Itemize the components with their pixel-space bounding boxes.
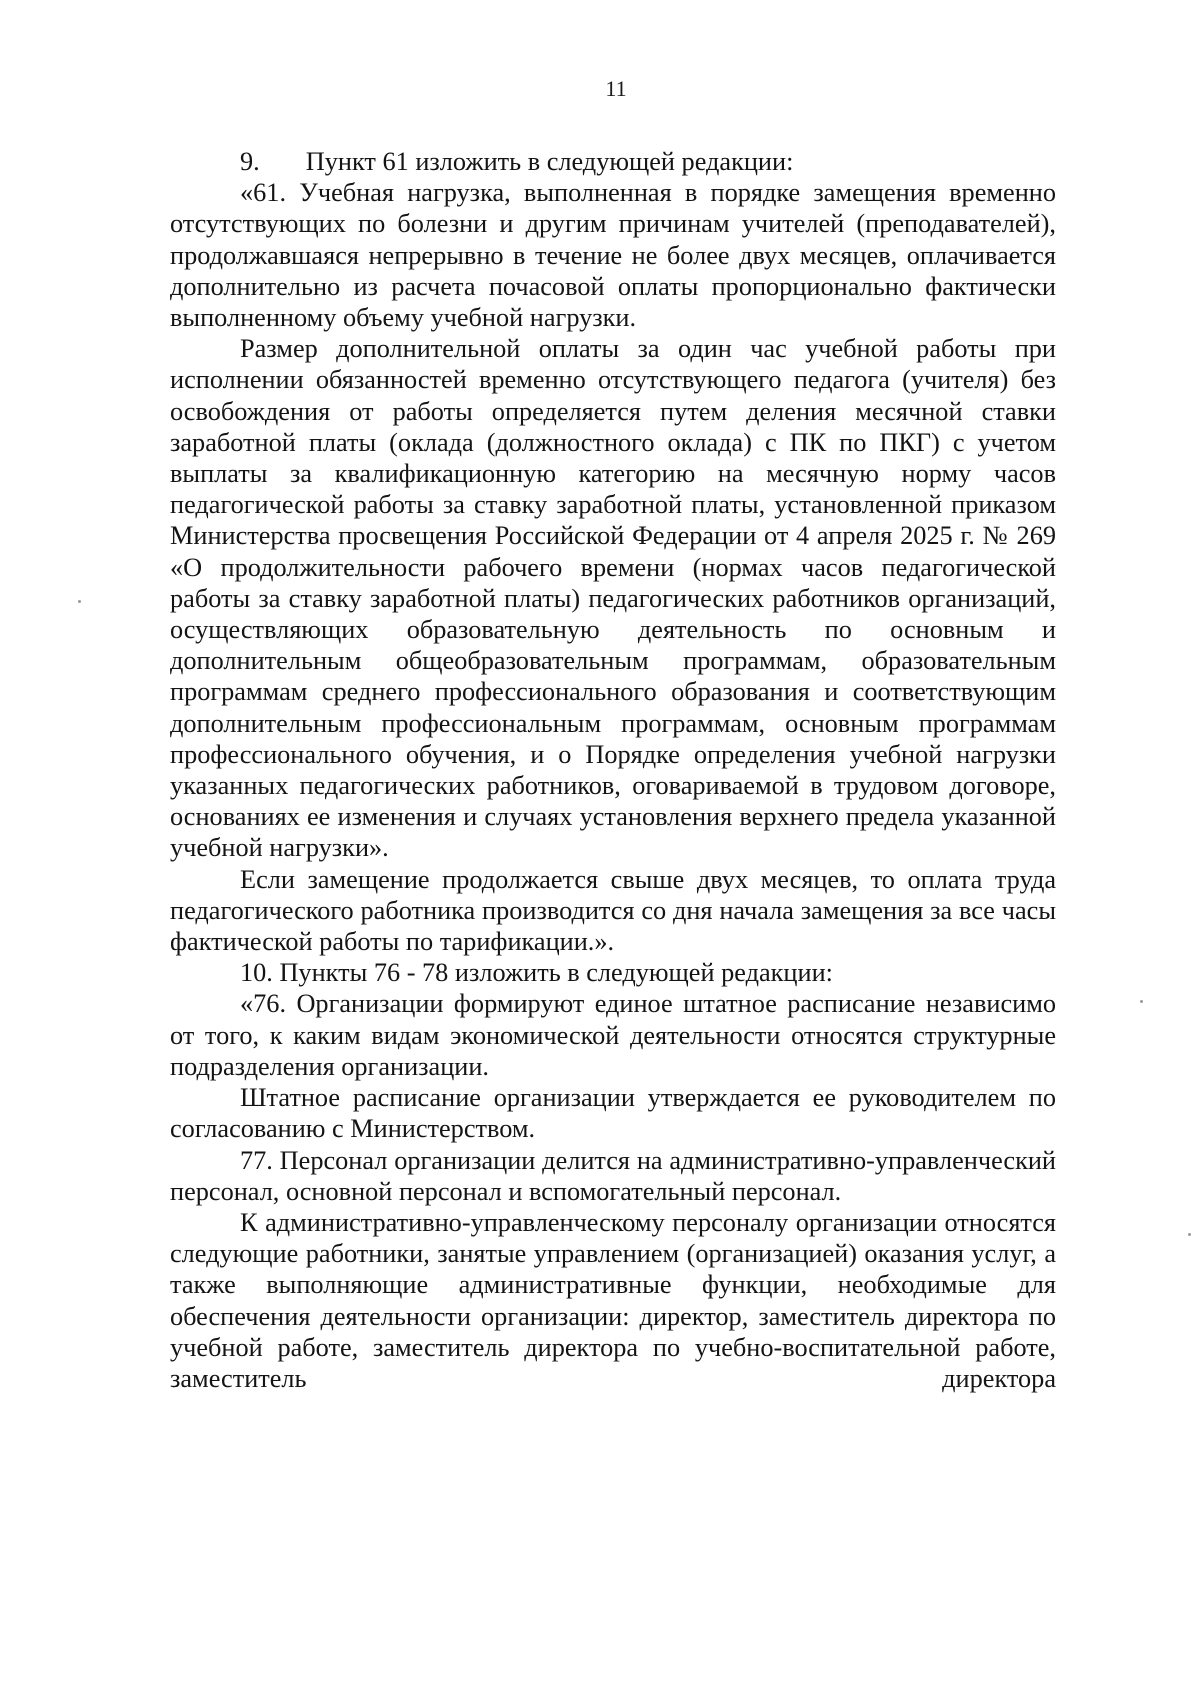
document-body [170,146,1056,1394]
page-number: 11 [605,76,627,101]
scan-speck [78,600,81,603]
paragraph-admin-staff: К административно-управленческому персоналу организации относятся следующие работники, занятые управлением (организацией) оказания услуг, а также выполняющие административные функции, необходимые для обеспечения деятельности организации: директор, заместитель директора по учебной работе, заместитель директора по учебно-воспитательной работе, заместитель директора [170,1207,1056,1393]
paragraph-clause-77: 77. Персонал организации делится на административно-управленческий персонал, основной персонал и вспомогательный персонал. [170,1145,1056,1206]
paragraph-clause-61: «61. Учебная нагрузка, выполненная в порядке замещения временно отсутствующих по болезни и другим причинам учителей (преподавателей), продолжавшаяся непрерывно в течение не более двух месяцев, оплачивается дополнительно из расчета почасовой оплаты пропорционально фактически выполненному объему учебной нагрузки. [170,178,1056,333]
paragraph-staff-schedule: Штатное расписание организации утверждается ее руководителем по согласованию с Министерством. [170,1083,1056,1144]
paragraph-payment-size: Размер дополнительной оплаты за один час учебной работы при исполнении обязанностей временно отсутствующего педагога (учителя) без освобождения от работы определяется путем деления месячной ставки заработной платы (оклада (должностного оклада) с ПК по ПКГ) с учетом выплаты за квалификационную категорию на месячную норму часов педагогической работы за ставку заработной платы, установленной приказом Министерства просвещения Российской Федерации от 4 апреля 2025 г. № 269 «О продолжительности рабочего времени (нормах часов педагогической работы за ставку заработной платы) педагогических работников организаций, осуществляющих образовательную деятельность по основным и дополнительным общеобразовательным программам, образовательным программам среднего профессионального образования и соответствующим дополнительным профессиональным программам, основным программам профессионального обучения, и о Порядке определения учебной нагрузки указанных педагогических работников, оговариваемой в трудовом договоре, основаниях ее изменения и случаях установления верхнего предела указанной учебной нагрузки». [170,334,1056,863]
paragraph-substitution-over-two-months: Если замещение продолжается свыше двух месяцев, то оплата труда педагогического работника производится со дня начала замещения за все часы фактической работы по тарификации.». [170,864,1056,957]
paragraph-item-10: 10. Пункты 76 - 78 изложить в следующей редакции: [240,958,833,988]
scan-speck [1188,1233,1191,1236]
paragraph-item-9: 9. Пункт 61 изложить в следующей редакции: [240,147,794,176]
scan-speck [1140,1000,1143,1003]
paragraph-clause-76: «76. Организации формируют единое штатное расписание независимо от того, к каким видам экономической деятельности относятся структурные подразделения организации. [170,989,1056,1081]
